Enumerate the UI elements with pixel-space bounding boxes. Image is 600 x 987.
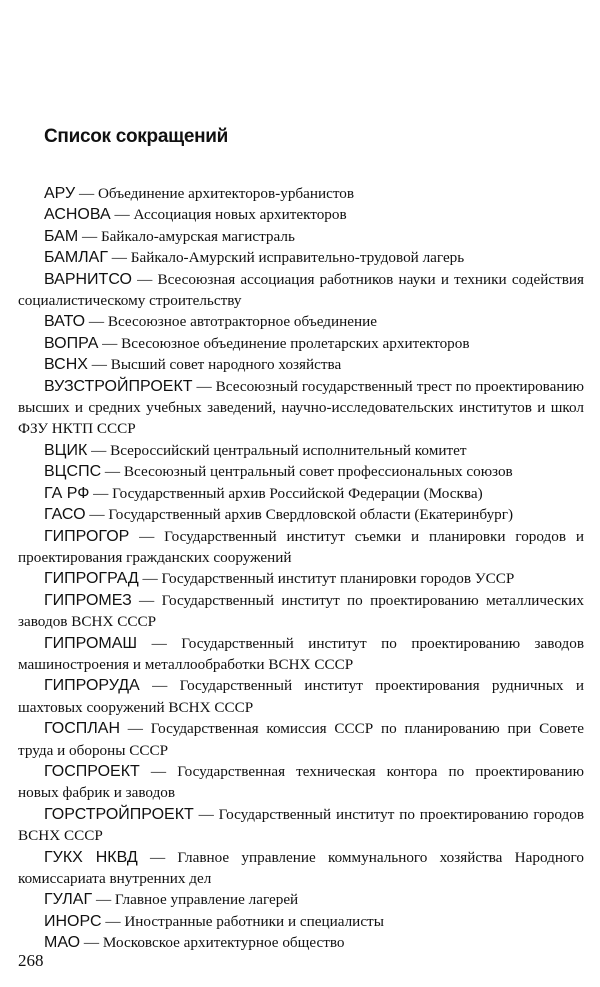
- list-item: АСНОВА — Ассоциация новых архитекторов: [44, 206, 347, 224]
- abbreviation: ГОСПРОЕКТ: [44, 762, 140, 780]
- definition: Государственный институт по проектированию металлических заводов ВСНХ СССР: [18, 591, 585, 631]
- definition: Ассоциация новых архитекторов: [133, 206, 347, 224]
- abbreviation: ВСНХ: [44, 356, 88, 374]
- definition: Государственный архив Российской Федерации (Москва): [112, 484, 483, 502]
- list-item: АРУ — Объединение архитекторов-урбанистов: [44, 185, 355, 202]
- list-item: ГИПРОРУДА — Государственный институт проектирования рудничных и шахтовых сооружений ВСНХ СССР: [18, 677, 584, 716]
- definition: Государственный институт по проектированию городов ВСНХ СССР: [18, 805, 585, 845]
- definition: Государственная комиссия СССР по планированию при Совете труда и обороны СССР: [18, 720, 584, 759]
- abbreviation-list: [18, 183, 584, 954]
- list-item: ГА РФ — Государственный архив Российской Федерации (Москва): [44, 484, 483, 502]
- definition: Байкало-Амурский исправительно-трудовой лагерь: [130, 249, 465, 267]
- definition: Всероссийский центральный исполнительный комитет: [110, 441, 467, 459]
- abbreviation: ГИПРОГРАД: [44, 570, 139, 588]
- abbreviation: ГА РФ: [44, 484, 90, 502]
- definition: Всесоюзный центральный совет профессиональных союзов: [123, 463, 513, 481]
- list-item: ГОРСТРОЙПРОЕКТ — Государственный институт по проектированию городов ВСНХ СССР: [18, 805, 585, 845]
- definition: Главное управление коммунального хозяйства Народного комиссариата внутренних дел: [18, 848, 585, 887]
- abbreviation: МАО: [44, 934, 81, 952]
- list-item: ГОСПЛАН — Государственная комиссия СССР по планированию при Совете труда и обороны СССР: [18, 720, 584, 759]
- abbreviation: ГИПРОРУДА: [44, 677, 140, 695]
- abbreviation: ГОРСТРОЙПРОЕКТ: [44, 805, 194, 823]
- list-item: ГУЛАГ — Главное управление лагерей: [44, 891, 299, 909]
- page-number: 268: [18, 951, 44, 970]
- definition: Объединение архитекторов-урбанистов: [97, 185, 355, 202]
- abbreviation: ГИПРОГОР: [44, 527, 130, 545]
- list-item: ГАСО — Государственный архив Свердловской области (Екатеринбург): [44, 506, 514, 524]
- abbreviation: ГИПРОМАШ: [44, 634, 138, 652]
- abbreviation: ГИПРОМЕЗ: [44, 591, 132, 609]
- definition: Всесоюзное автотракторное объединение: [107, 313, 377, 331]
- definition: Московское архитектурное общество: [102, 934, 345, 952]
- abbreviation: ГОСПЛАН: [44, 720, 120, 738]
- list-item: ГУКХ НКВД — Главное управление коммунального хозяйства Народного комиссариата внутренних дел: [18, 848, 585, 887]
- abbreviation: ГАСО: [44, 506, 86, 524]
- abbreviation: ВОПРА: [44, 334, 99, 352]
- list-item: ГИПРОМАШ — Государственный институт по проектированию заводов машиностроения и металлообработки ВСНХ СССР: [18, 634, 585, 673]
- abbreviation: ВУЗСТРОЙПРОЕКТ: [44, 377, 193, 395]
- list-item: ВЦСПС — Всесоюзный центральный совет профессиональных союзов: [44, 463, 513, 481]
- definition: Главное управление лагерей: [114, 891, 299, 909]
- abbreviation: ВАРНИТСО: [44, 270, 132, 288]
- list-item: ВУЗСТРОЙПРОЕКТ — Всесоюзный государственный трест по проектированию высших и средних учебных заведений, научно-исследовательских институтов и школ ФЗУ НКТП СССР: [18, 377, 584, 438]
- abbreviation: АСНОВА: [44, 206, 111, 224]
- abbreviation: ВЦИК: [44, 441, 88, 459]
- definition: Государственный институт планировки городов УССР: [161, 570, 515, 588]
- list-item: БАМЛАГ — Байкало-Амурский исправительно-трудовой лагерь: [44, 249, 465, 267]
- definition: Всесоюзное объединение пролетарских архитекторов: [121, 334, 470, 352]
- definition: Государственная техническая контора по проектированию новых фабрик и заводов: [18, 762, 585, 802]
- definition: Иностранные работники и специалисты: [124, 912, 384, 930]
- definition: Государственный институт съемки и планировки городов и проектирования гражданских сооружений: [18, 527, 584, 566]
- definition: Высший совет народного хозяйства: [110, 356, 342, 374]
- definition: Байкало-амурская магистраль: [100, 227, 295, 245]
- abbreviation: ВЦСПС: [44, 463, 102, 481]
- abbreviation: БАМЛАГ: [44, 249, 108, 267]
- list-item: БАМ — Байкало-амурская магистраль: [44, 227, 295, 245]
- list-item: ИНОРС — Иностранные работники и специалисты: [44, 912, 384, 930]
- list-item: МАО — Московское архитектурное общество: [44, 934, 345, 952]
- abbreviation: ИНОРС: [44, 912, 102, 930]
- abbreviation: АРУ: [44, 185, 76, 202]
- definition: Государственный институт по проектированию заводов машиностроения и металлообработки ВСНХ СССР: [18, 634, 585, 673]
- definition: Всесоюзный государственный трест по проектированию высших и средних учебных заведений, научно-исследовательских институтов и школ ФЗУ НКТП СССР: [18, 377, 584, 438]
- definition: Государственный архив Свердловской области (Екатеринбург): [108, 506, 514, 524]
- page-title: Список сокращений: [44, 126, 229, 147]
- list-item: ГИПРОМЕЗ — Государственный институт по проектированию металлических заводов ВСНХ СССР: [18, 591, 585, 631]
- list-item: ВОПРА — Всесоюзное объединение пролетарских архитекторов: [44, 334, 470, 352]
- list-item: ВЦИК — Всероссийский центральный исполнительный комитет: [44, 441, 467, 459]
- list-item: ГИПРОГОР — Государственный институт съемки и планировки городов и проектирования гражданских сооружений: [18, 527, 584, 566]
- list-item: ВАТО — Всесоюзное автотракторное объединение: [44, 313, 377, 331]
- abbreviation: ГУЛАГ: [44, 891, 93, 909]
- definition: Всесоюзная ассоциация работников науки и техники содействия социалистическому строительству: [18, 270, 585, 310]
- abbreviation: ГУКХ НКВД: [44, 848, 138, 866]
- abbreviation: БАМ: [44, 227, 79, 245]
- list-item: ВАРНИТСО — Всесоюзная ассоциация работников науки и техники содействия социалистическому строительству: [18, 270, 585, 310]
- list-item: ВСНХ — Высший совет народного хозяйства: [44, 356, 342, 374]
- list-item: ГОСПРОЕКТ — Государственная техническая контора по проектированию новых фабрик и заводов: [18, 762, 585, 802]
- abbreviation: ВАТО: [44, 313, 86, 331]
- list-item: ГИПРОГРАД — Государственный институт планировки городов УССР: [44, 570, 515, 588]
- definition: Государственный институт проектирования рудничных и шахтовых сооружений ВСНХ СССР: [18, 677, 584, 716]
